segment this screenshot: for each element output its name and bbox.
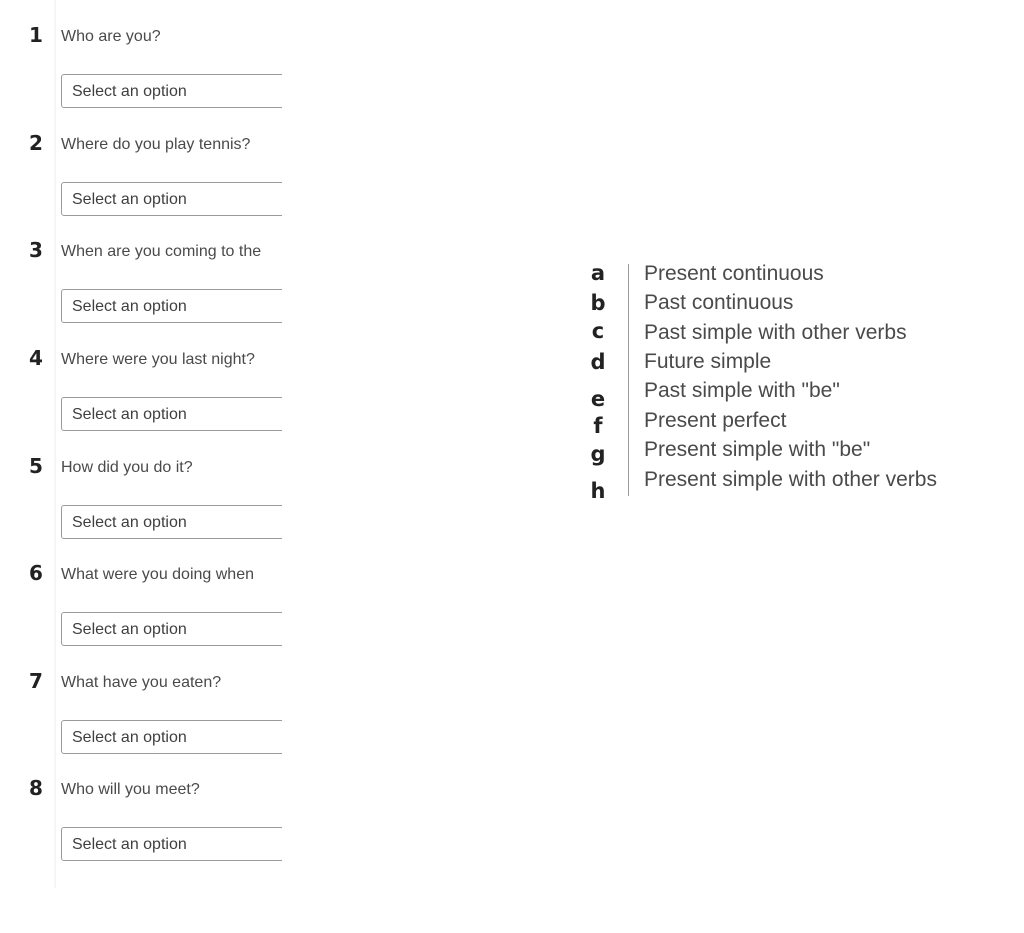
answer-select[interactable]: Select an option (61, 74, 282, 108)
question-number: 1 (29, 23, 43, 47)
question-text: Who are you? (61, 28, 161, 45)
question-number: 4 (29, 346, 43, 370)
question-item (0, 773, 282, 873)
question-number: 5 (29, 454, 43, 478)
answer-select[interactable]: Select an option (61, 397, 282, 431)
option-letter: b (590, 291, 606, 315)
answer-select[interactable]: Select an option (61, 289, 282, 323)
option-label: Present perfect (644, 409, 787, 432)
question-text: When are you coming to the (61, 243, 262, 260)
answer-select[interactable]: Select an option (61, 505, 282, 539)
question-item (0, 20, 282, 120)
option-letter: e (590, 387, 606, 411)
question-item (0, 558, 282, 658)
question-number: 6 (29, 561, 43, 585)
question-number: 3 (29, 238, 43, 262)
question-text: What were you doing when (61, 566, 254, 583)
option-letter: d (590, 350, 606, 374)
option-letter: a (590, 261, 606, 285)
option-label: Past simple with "be" (644, 379, 840, 402)
option-letter: c (591, 319, 605, 343)
question-item (0, 128, 282, 228)
question-item (0, 451, 282, 551)
question-text: Where do you play tennis? (61, 136, 251, 153)
question-text: How did you do it? (61, 459, 193, 476)
answer-select[interactable]: Select an option (61, 612, 282, 646)
question-number: 2 (29, 131, 43, 155)
question-item (0, 343, 282, 443)
answer-select[interactable]: Select an option (61, 827, 282, 861)
option-label: Present simple with "be" (644, 438, 871, 461)
option-label: Future simple (644, 350, 772, 373)
question-number: 7 (29, 669, 43, 693)
option-letter: f (593, 414, 603, 438)
option-label: Present simple with other verbs (644, 468, 937, 491)
answer-select[interactable]: Select an option (61, 720, 282, 754)
question-number: 8 (29, 776, 43, 800)
option-label: Past simple with other verbs (644, 321, 907, 344)
option-label: Present continuous (644, 262, 824, 285)
answer-key (583, 259, 1003, 504)
option-letter: h (590, 479, 606, 503)
question-list (0, 0, 282, 890)
option-label: Past continuous (644, 291, 794, 314)
question-text: Who will you meet? (61, 781, 200, 798)
answer-select[interactable]: Select an option (61, 182, 282, 216)
question-text: What have you eaten? (61, 674, 222, 691)
question-text: Where were you last night? (61, 351, 255, 368)
answer-key-divider (628, 264, 629, 496)
question-item (0, 666, 282, 766)
option-letter: g (590, 442, 606, 466)
question-item (0, 235, 282, 335)
